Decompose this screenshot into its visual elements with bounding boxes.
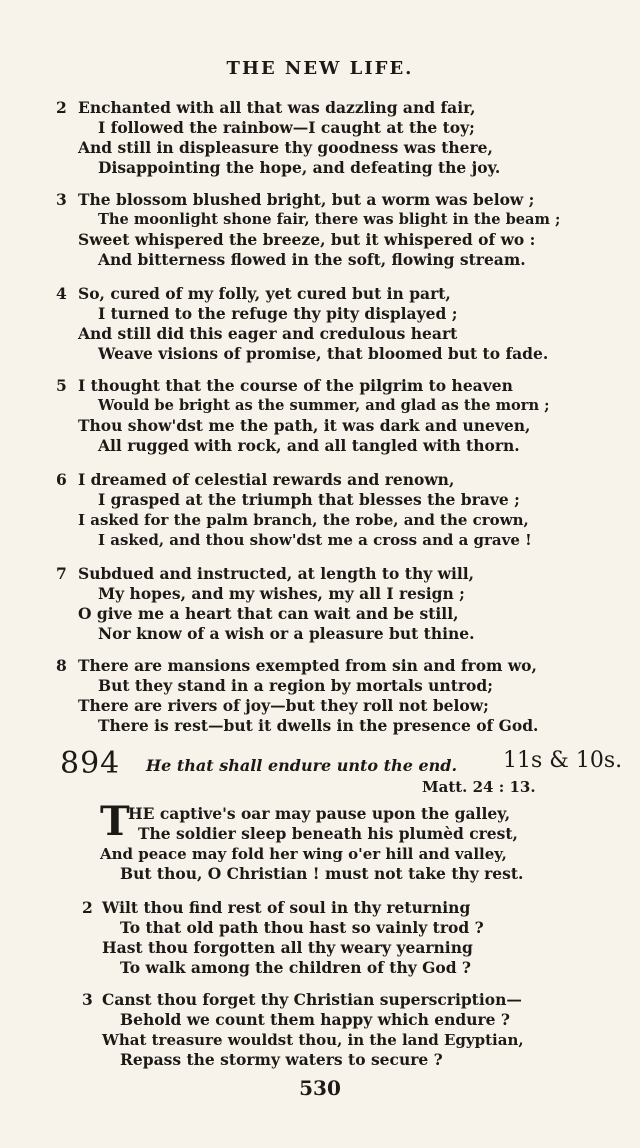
verse-line: And peace may fold her wing o'er hill and valley,: [100, 845, 507, 863]
verse-line: Disappointing the hope, and defeating the joy.: [98, 158, 501, 177]
verse-line: I thought that the course of the pilgrim to heaven: [78, 376, 513, 395]
stanza-number: 2: [82, 898, 93, 917]
stanza-number: 3: [56, 190, 67, 209]
verse-line: I followed the rainbow—I caught at the toy;: [98, 118, 475, 137]
verse-line: And still did this eager and credulous heart: [78, 324, 458, 343]
verse-line: Thou show'dst me the path, it was dark and uneven,: [78, 416, 531, 435]
verse-line: O give me a heart that can wait and be still,: [78, 604, 459, 623]
stanza-number: 2: [56, 98, 67, 117]
verse-line: I dreamed of celestial rewards and renown,: [78, 470, 455, 489]
stanza-number: 3: [82, 990, 93, 1009]
verse-line: Wilt thou find rest of soul in thy returning: [102, 898, 471, 917]
stanza-number: 8: [56, 656, 67, 675]
stanza-number: 7: [56, 564, 67, 583]
verse-line: Nor know of a wish or a pleasure but thine.: [98, 624, 475, 643]
verse-line: The soldier sleep beneath his plumèd crest,: [138, 824, 518, 843]
verse-line: I grasped at the triumph that blesses the brave ;: [98, 490, 520, 509]
verse-line: And bitterness flowed in the soft, flowing stream.: [98, 250, 526, 269]
verse-line: Would be bright as the summer, and glad as the morn ;: [98, 397, 550, 414]
verse-line: I asked, and thou show'dst me a cross and a grave !: [98, 531, 532, 549]
verse-line: But they stand in a region by mortals untrod;: [98, 676, 493, 695]
verse-line: The moonlight shone fair, there was blight in the beam ;: [98, 211, 561, 228]
verse-line: Sweet whispered the breeze, but it whispered of wo :: [78, 230, 536, 249]
page-number: 530: [299, 1076, 341, 1100]
verse-line: But thou, O Christian ! must not take thy rest.: [120, 864, 524, 883]
hymn-number: 894: [60, 746, 121, 781]
verse-line: Weave visions of promise, that bloomed but to fade.: [98, 344, 549, 363]
drop-cap: T: [100, 798, 130, 845]
verse-line: Enchanted with all that was dazzling and fair,: [78, 98, 476, 117]
running-head: THE NEW LIFE.: [226, 58, 414, 79]
verse-line: What treasure wouldst thou, in the land Egyptian,: [102, 1031, 524, 1049]
stanza-number: 4: [56, 284, 67, 303]
verse-line: There is rest—but it dwells in the presence of God.: [98, 716, 539, 735]
verse-line: To that old path thou hast so vainly trod ?: [120, 918, 484, 937]
verse-line: All rugged with rock, and all tangled with thorn.: [98, 436, 520, 455]
verse-line: I asked for the palm branch, the robe, and the crown,: [78, 511, 529, 529]
verse-line: And still in displeasure thy goodness was there,: [78, 138, 493, 157]
verse-line: Hast thou forgotten all thy weary yearning: [102, 938, 473, 957]
verse-line: To walk among the children of thy God ?: [120, 958, 472, 977]
verse-line: My hopes, and my wishes, my all I resign ;: [98, 584, 465, 603]
stanza-number: 5: [56, 376, 67, 395]
verse-line: There are mansions exempted from sin and from wo,: [78, 656, 537, 675]
stanza-number: 6: [56, 470, 67, 489]
verse-line: Canst thou forget thy Christian superscription—: [102, 990, 522, 1009]
verse-line: I turned to the refuge thy pity displayed ;: [98, 304, 458, 323]
scripture-reference: Matt. 24 : 13.: [422, 778, 536, 796]
verse-line: HE captive's oar may pause upon the galley,: [128, 804, 511, 823]
verse-line: Behold we count them happy which endure ?: [120, 1010, 510, 1029]
hymn-title: He that shall endure unto the end.: [146, 756, 458, 775]
verse-line: Subdued and instructed, at length to thy will,: [78, 564, 475, 583]
verse-line: Repass the stormy waters to secure ?: [120, 1050, 443, 1069]
verse-line: So, cured of my folly, yet cured but in part,: [78, 284, 451, 303]
hymn-meter: 11s & 10s.: [503, 748, 623, 773]
verse-line: There are rivers of joy—but they roll not below;: [78, 696, 489, 715]
verse-line: The blossom blushed bright, but a worm was below ;: [78, 190, 535, 209]
